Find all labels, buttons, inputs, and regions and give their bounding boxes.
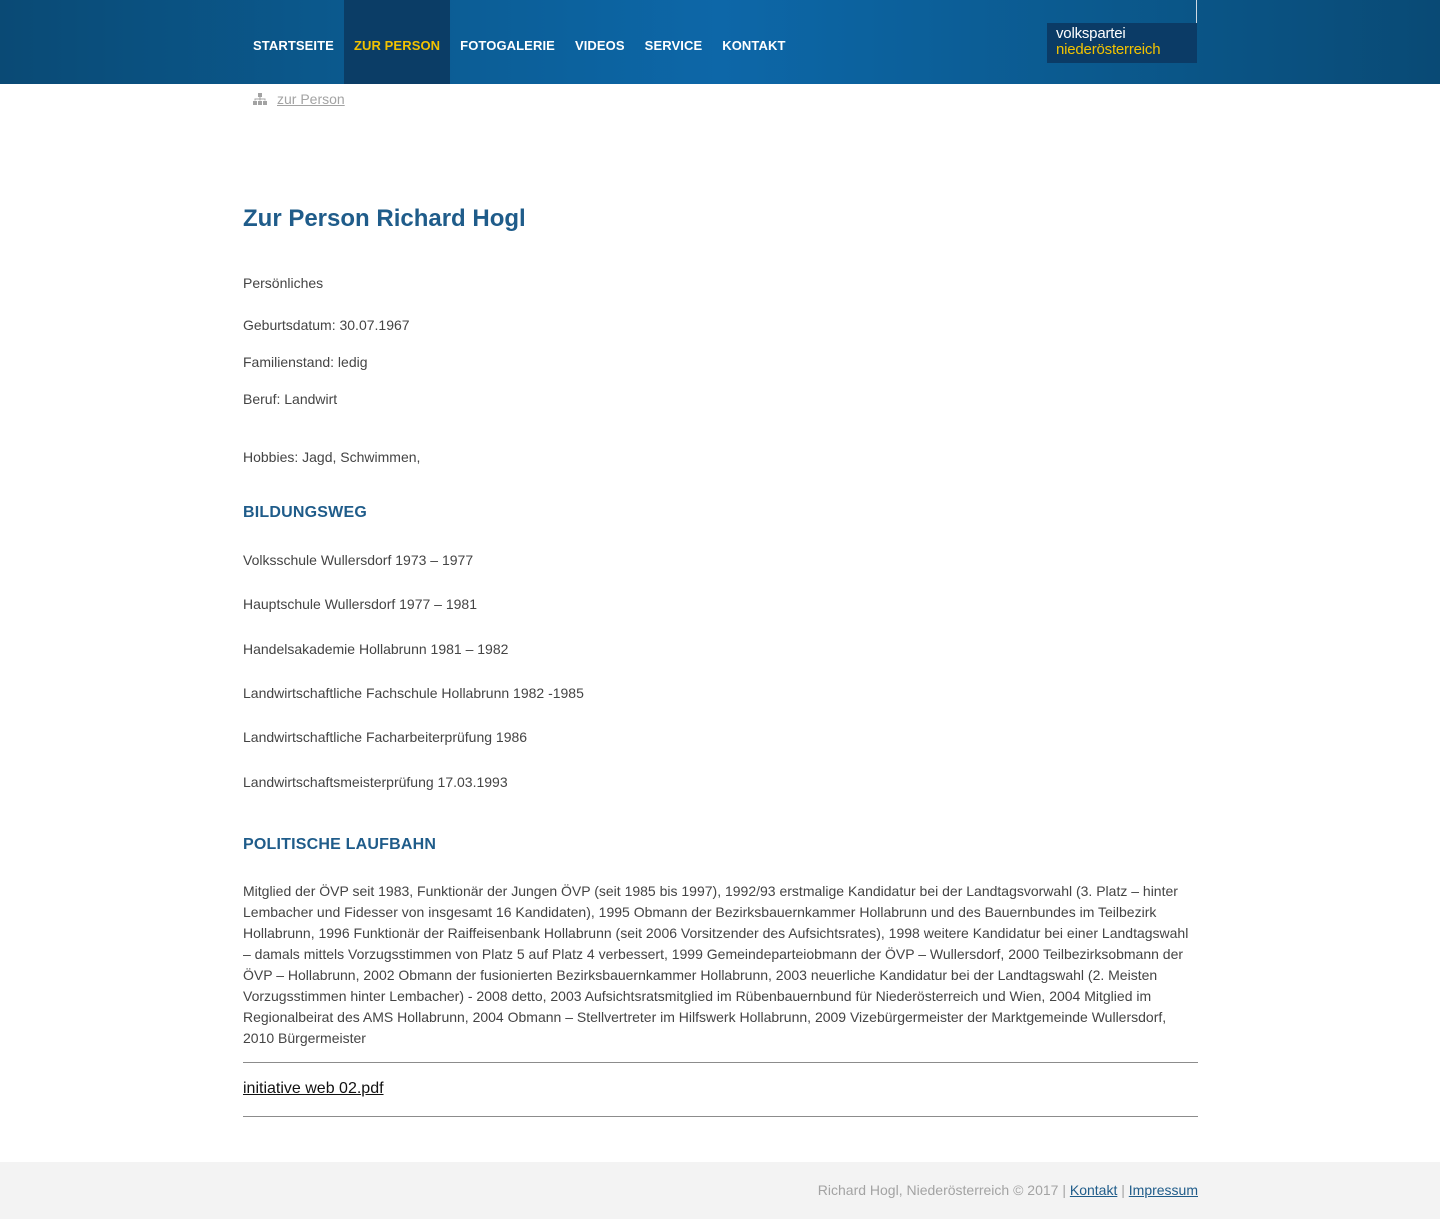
family-status: Familienstand: ledig (243, 354, 368, 370)
career-heading: POLITISCHE LAUFBAHN (243, 836, 437, 853)
site-header (0, 0, 1440, 84)
career-text: Mitglied der ÖVP seit 1983, Funktionär der Jungen ÖVP (seit 1985 bis 1997), 1992/93 erstmalige Kandidatur bei der Landtagsvorwahl (3. Platz – hinter Lembacher und Fidesser von insgesamt 16 Kandidaten), 1995 Obmann der Bezirksbauernkammer Hollabrunn und des Bauernbundes im Teilbezirk Hollabrunn, 1996 Funktionär der Raiffeisenbank Hollabrunn (seit 2006 Vorsitzender des Aufsichtsrates), 1998 weitere Kandidatur bei einer Landtagswahl – damals mittels Vorzugsstimmen von Platz 5 auf Platz 4 verbessert, 1999 Gemeindeparteiobmann der ÖVP – Wullersdorf, 2000 Teilbezirksobmann der ÖVP – Hollabrunn, 2002 Obmann der fusionierten Bezirksbauernkammer Hollabrunn, 2003 neuerliche Kandidatur bei der Landtagswahl (2. Meisten Vorzugsstimmen hinter Lembacher) - 2008 detto, 2003 Aufsichtsratsmitglied im Rübenbauernbund für Niederösterreich und Wien, 2004 Mitglied im Regionalbeirat des AMS Hollabrunn, 2004 Obmann – Stellvertreter im Hilfswerk Hollabrunn, 2009 Vizebürgermeister der Marktgemeinde Wullersdorf, 2010 Bürgermeister (243, 883, 1189, 1046)
breadcrumb (253, 90, 345, 108)
main-nav (243, 0, 796, 84)
logo-line-2: niederösterreich (1056, 41, 1161, 58)
footer-separator: | (1121, 1182, 1125, 1198)
education-heading: BILDUNGSWEG (243, 504, 367, 521)
education-item: Hauptschule Wullersdorf 1977 – 1981 (243, 596, 478, 612)
logo-line-1: volkspartei (1056, 25, 1126, 42)
footer-text (818, 1182, 1198, 1198)
profession: Beruf: Landwirt (243, 391, 338, 407)
education-item: Landwirtschaftliche Fachschule Hollabrunn 1982 -1985 (243, 685, 584, 701)
education-item: Handelsakademie Hollabrunn 1981 – 1982 (243, 641, 509, 657)
nav-item-startseite[interactable]: STARTSEITE (253, 38, 334, 53)
education-item: Landwirtschaftsmeisterprüfung 17.03.1993 (243, 774, 508, 790)
sitemap-icon (253, 93, 267, 105)
footer-imprint-link[interactable]: Impressum (1128, 1182, 1198, 1198)
education-item: Landwirtschaftliche Facharbeiterprüfung 1986 (243, 729, 528, 745)
pdf-attachment-link[interactable]: initiative web 02.pdf (243, 1080, 384, 1097)
footer-copyright: Richard Hogl, Niederösterreich © 2017 | (817, 1182, 1066, 1198)
party-logo[interactable] (1047, 23, 1197, 63)
personal-heading: Persönliches (243, 275, 324, 291)
nav-item-service[interactable]: SERVICE (644, 38, 703, 53)
breadcrumb-link-zur-person[interactable]: zur Person (277, 91, 345, 107)
nav-item-zur-person[interactable]: ZUR PERSON (344, 0, 450, 84)
site-footer (0, 1162, 1440, 1219)
hobbies: Hobbies: Jagd, Schwimmen, (243, 449, 421, 465)
birth-date: Geburtsdatum: 30.07.1967 (243, 317, 410, 333)
education-item: Volksschule Wullersdorf 1973 – 1977 (243, 552, 474, 568)
nav-item-videos[interactable]: VIDEOS (574, 38, 625, 53)
nav-item-kontakt[interactable]: KONTAKT (722, 38, 786, 53)
divider-bottom (243, 1116, 1198, 1117)
footer-contact-link[interactable]: Kontakt (1069, 1182, 1118, 1198)
page-title: Zur Person Richard Hogl (243, 205, 526, 232)
nav-item-fotogalerie[interactable]: FOTOGALERIE (460, 38, 555, 53)
divider-top (243, 1062, 1198, 1063)
